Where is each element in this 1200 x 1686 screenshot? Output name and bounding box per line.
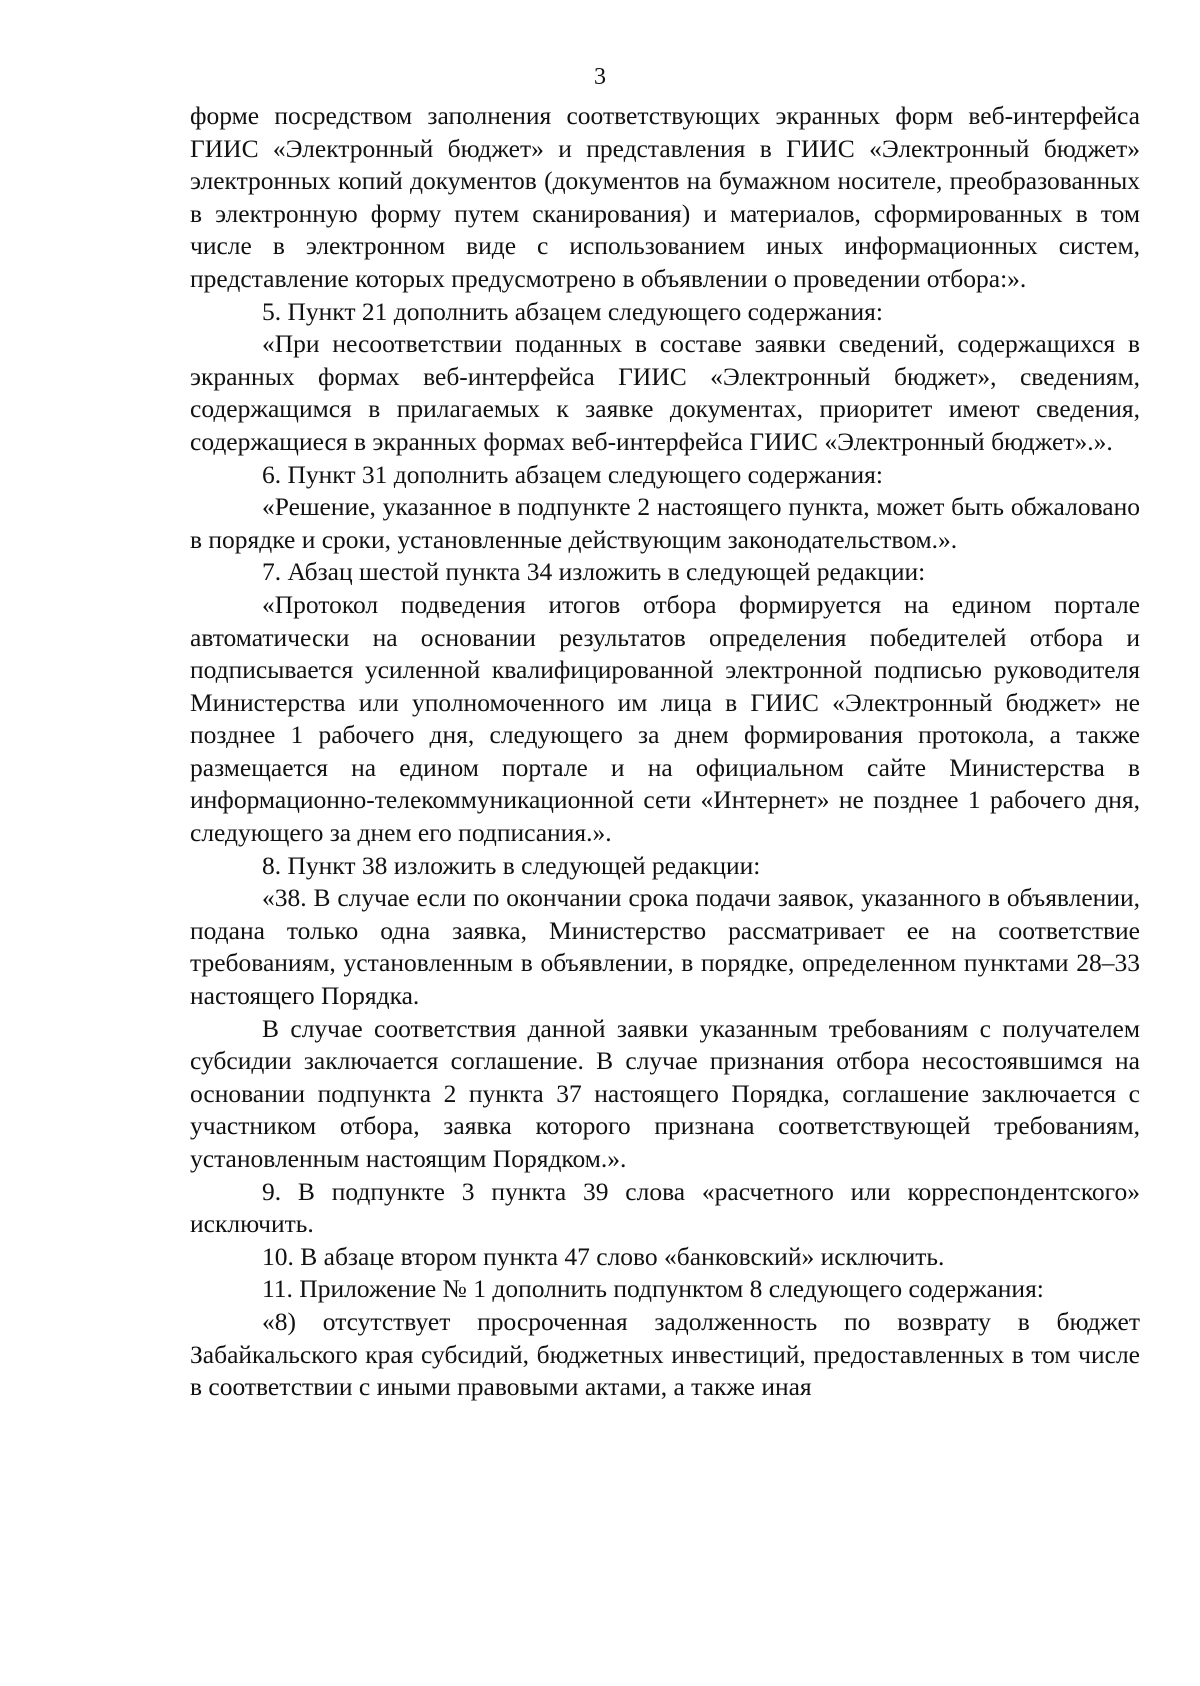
paragraph-item-7-heading: 7. Абзац шестой пункта 34 изложить в следующей редакции: <box>262 557 926 587</box>
paragraph-item-6-heading: 6. Пункт 31 дополнить абзацем следующего содержания: <box>262 459 883 489</box>
page-number: 3 <box>594 64 606 90</box>
paragraph-item-8-heading: 8. Пункт 38 изложить в следующей редакции: <box>262 850 761 880</box>
paragraph-item-10: 10. В абзаце втором пункта 47 слово «банковский» исключить. <box>262 1241 945 1271</box>
paragraph-item-11-heading: 11. Приложение № 1 дополнить подпунктом 8 следующего содержания: <box>262 1274 1044 1304</box>
paragraph-item-11-quote: «8) отсутствует просроченная задолженность по возврату в бюджет Забайкальского края субсидий, бюджетных инвестиций, предоставленных в том числе в соответствии с иными правовыми актами, а также иная <box>190 1306 1140 1402</box>
document-body <box>190 100 1140 1404</box>
paragraph-item-6-quote: «Решение, указанное в подпункте 2 настоящего пункта, может быть обжаловано в порядке и сроки, установленные действующим законодательством.». <box>190 492 1140 554</box>
paragraph-item-9: 9. В подпункте 3 пункта 39 слова «расчетного или корреспондентского» исключить. <box>190 1176 1140 1239</box>
paragraph-item-7-quote: «Протокол подведения итогов отбора формируется на едином портале автоматически на основании результатов определения победителей отбора и подписывается усиленной квалифицированной электронной подписью руководителя Министерства или уполномоченного им лица в ГИИС «Электронный бюджет» не позднее 1 рабочего дня, следующего за днем формирования протокола, а также размещается на едином портале и на официальном сайте Министерства в информационно-телекоммуникационной сети «Интернет» не позднее 1 рабочего дня, следующего за днем его подписания.». <box>190 589 1140 848</box>
paragraph-item-8-quote-part-1: «38. В случае если по окончании срока подачи заявок, указанного в объявлении, подана только одна заявка, Министерство рассматривает ее на соответствие требованиям, установленным в объявлении, в порядке, определенном пунктами 28–33 настоящего Порядка. <box>190 883 1140 1011</box>
paragraph-item-5-quote: «При несоответствии поданных в составе заявки сведений, содержащихся в экранных формах веб-интерфейса ГИИС «Электронный бюджет», сведениям, содержащимся в прилагаемых к заявке документах, приоритет имеют сведения, содержащиеся в экранных формах веб-интерфейса ГИИС «Электронный бюджет».». <box>190 329 1140 456</box>
paragraph-item-5-heading: 5. Пункт 21 дополнить абзацем следующего содержания: <box>262 296 883 326</box>
paragraph-item-8-quote-part-2: В случае соответствия данной заявки указанным требованиям с получателем субсидии заключается соглашение. В случае признания отбора несостоявшимся на основании подпункта 2 пункта 37 настоящего Порядка, соглашение заключается с участником отбора, заявка которого признана соответствующей требованиям, установленным настоящим Порядком.». <box>190 1013 1140 1173</box>
paragraph-continuation-intro: форме посредством заполнения соответствующих экранных форм веб-интерфейса ГИИС «Электронный бюджет» и представления в ГИИС «Электронный бюджет» электронных копий документов (документов на бумажном носителе, преобразованных в электронную форму путем сканирования) и материалов, сформированных в том числе в электронном виде с использованием иных информационных систем, представление которых предусмотрено в объявлении о проведении отбора:». <box>190 101 1140 293</box>
